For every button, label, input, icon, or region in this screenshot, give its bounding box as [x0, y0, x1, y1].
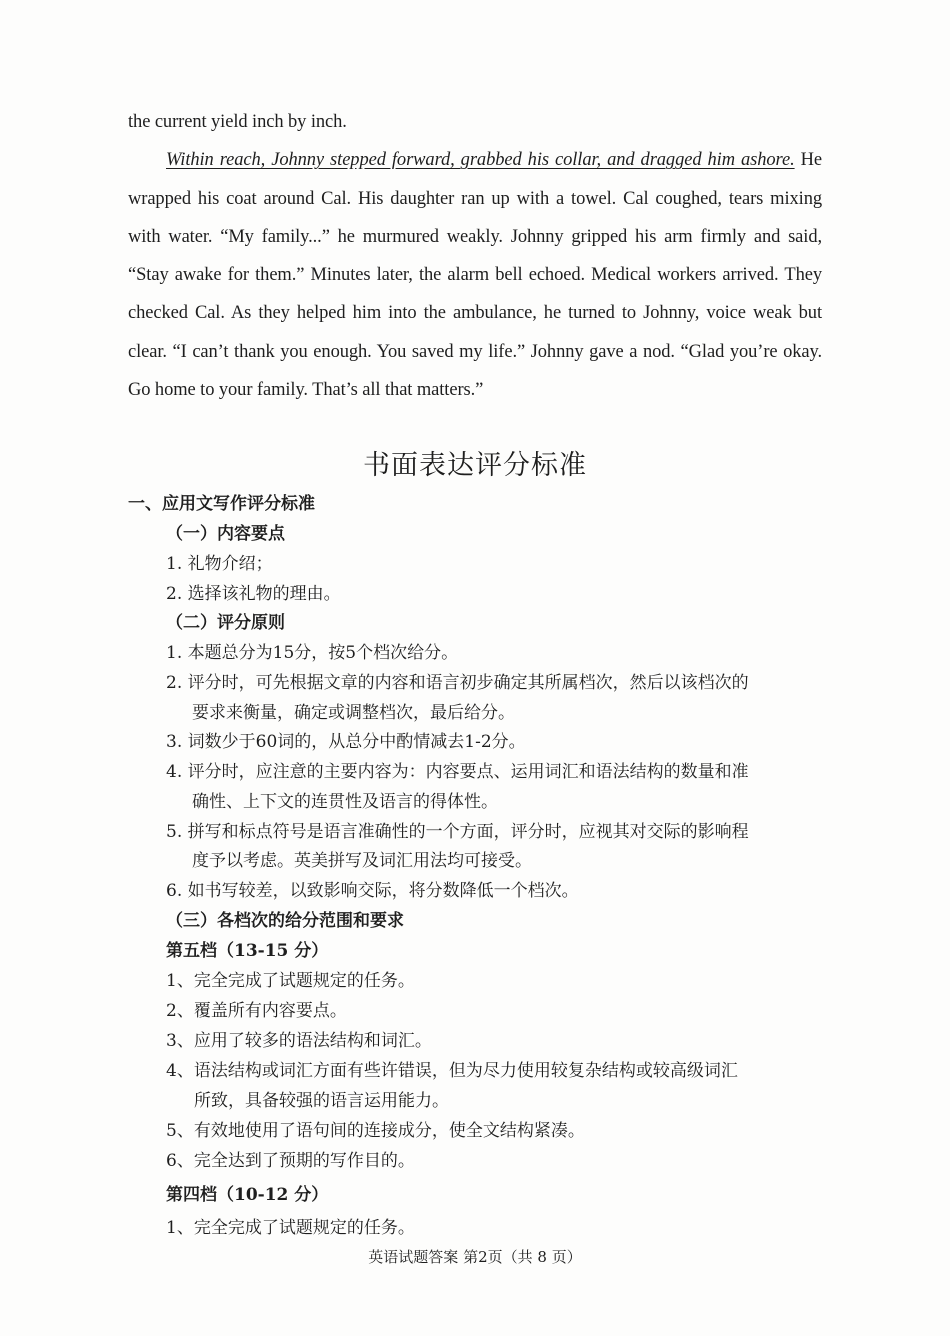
passage-line: the current yield inch by inch.	[128, 112, 347, 132]
list-item: 4、语法结构或词汇方面有些许错误，但为尽力使用较复杂结构或较高级词汇	[166, 1061, 738, 1081]
sub-heading-content: （一）内容要点	[166, 524, 285, 544]
passage-line: Go home to your family. That’s all that matters.”	[128, 380, 484, 401]
passage-line: with water. “My family...” he murmured weakly. Johnny gripped his arm firmly and said,	[128, 226, 822, 247]
list-item: 5. 拼写和标点符号是语言准确性的一个方面，评分时，应视其对交际的影响程	[166, 822, 749, 842]
page-footer: 英语试题答案 第2页（共 8 页）	[368, 1248, 582, 1266]
passage-line: clear. “I can’t thank you enough. You saved my life.” Johnny gave a nod. “Glad you’re okay.	[128, 341, 822, 362]
sub-heading-bands: （三）各档次的给分范围和要求	[166, 911, 404, 931]
passage-line: wrapped his coat around Cal. His daughter ran up with a towel. Cal coughed, tears mixing	[128, 188, 822, 209]
list-item-continued: 度予以考虑。英美拼写及词汇用法均可接受。	[192, 851, 532, 871]
underlined-sentence: Within reach, Johnny stepped forward, grabbed his collar, and dragged him ashore.	[166, 150, 795, 171]
list-item: 4. 评分时，应注意的主要内容为：内容要点、运用词汇和语法结构的数量和准	[166, 762, 749, 782]
list-item-continued: 所致，具备较强的语言运用能力。	[194, 1091, 449, 1111]
passage-line	[128, 141, 822, 179]
page-title: 书面表达评分标准	[363, 450, 587, 481]
list-item: 2、覆盖所有内容要点。	[166, 1001, 347, 1021]
list-item: 6. 如书写较差，以致影响交际，将分数降低一个档次。	[166, 881, 579, 901]
list-item-continued: 要求来衡量，确定或调整档次，最后给分。	[192, 703, 515, 723]
list-item: 3、应用了较多的语法结构和词汇。	[166, 1031, 432, 1051]
list-item: 6、完全达到了预期的写作目的。	[166, 1151, 415, 1171]
list-item: 5、有效地使用了语句间的连接成分，使全文结构紧凑。	[166, 1121, 585, 1141]
section-heading: 一、应用文写作评分标准	[128, 494, 315, 514]
list-item: 1. 本题总分为15分，按5个档次给分。	[166, 643, 459, 663]
list-item: 2. 评分时，可先根据文章的内容和语言初步确定其所属档次，然后以该档次的	[166, 673, 749, 693]
passage-line: “Stay awake for them.” Minutes later, the alarm bell echoed. Medical workers arrived. They	[128, 265, 822, 286]
band-heading: 第五档（13-15 分）	[166, 941, 329, 961]
list-item: 1. 礼物介绍；	[166, 554, 273, 574]
sub-heading-principles: （二）评分原则	[166, 613, 285, 633]
list-item: 3. 词数少于60词的，从总分中酌情减去1-2分。	[166, 732, 526, 752]
list-item-continued: 确性、上下文的连贯性及语言的得体性。	[192, 792, 498, 812]
band-heading: 第四档（10-12 分）	[166, 1185, 329, 1205]
passage-line-tail: He	[800, 150, 822, 171]
list-item: 1、完全完成了试题规定的任务。	[166, 971, 415, 991]
passage-line: checked Cal. As they helped him into the ambulance, he turned to Johnny, voice weak but	[128, 303, 822, 324]
list-item: 1、完全完成了试题规定的任务。	[166, 1218, 415, 1238]
passage	[128, 103, 822, 409]
list-item: 2. 选择该礼物的理由。	[166, 584, 341, 604]
